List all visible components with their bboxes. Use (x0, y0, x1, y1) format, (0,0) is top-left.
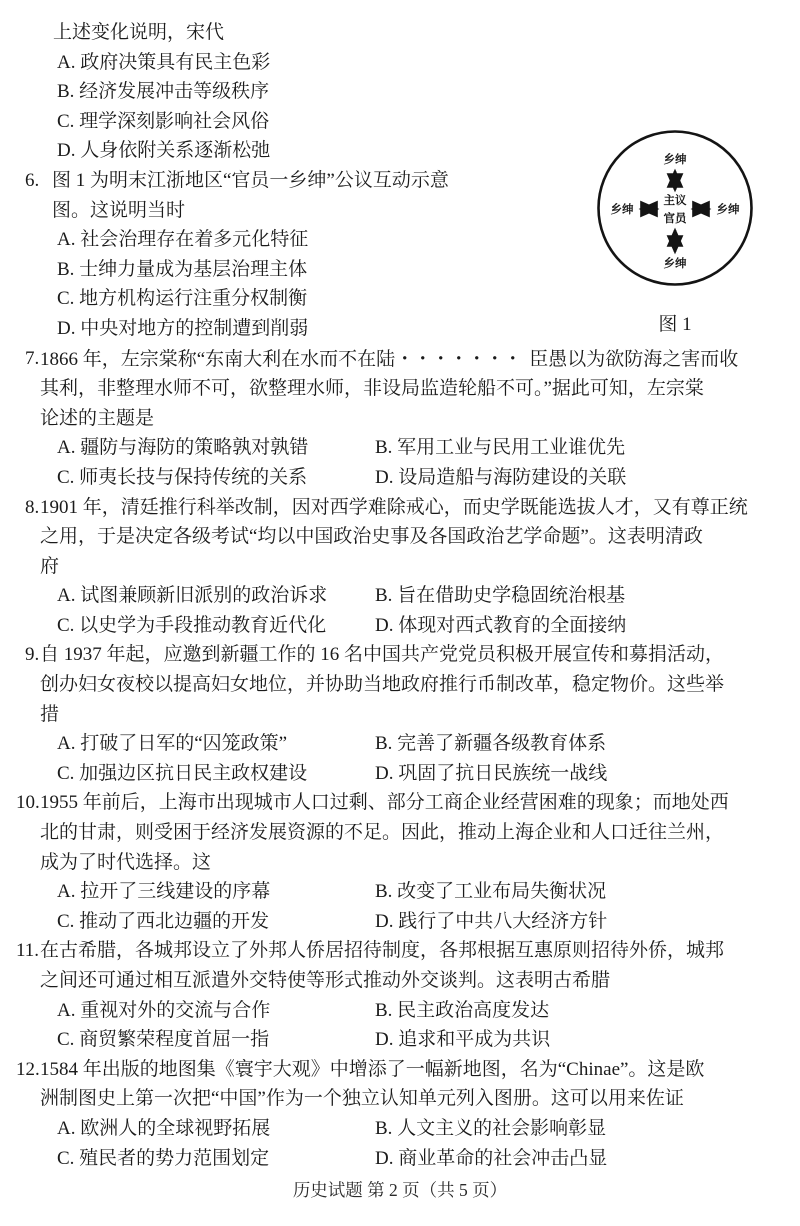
question-7 (0, 344, 800, 493)
question-7-number: 7. (25, 347, 40, 369)
option-11D: D. 追求和平成为共识 (375, 1029, 551, 1051)
question-9-stem-line-1: 自 1937 年起，应邀到新疆工作的 16 名中国共产党党员积极开展宣传和募捐活动， (40, 644, 725, 666)
question-6-number: 6. (25, 169, 40, 191)
question-10 (0, 788, 800, 936)
question-6-stem-line-2: 图。这说明当时 (52, 199, 186, 221)
question-8-stem-line-2: 之用，于是决定各级考试“均以中国政治史事及各国政治艺学命题”。这表明清政 (40, 526, 703, 548)
question-11-options-row-2 (40, 1025, 800, 1055)
option-7D: D. 设局造船与海防建设的关联 (375, 466, 627, 488)
question-7-stem-line-2: 其利，非整理水师不可，欲整理水师，非设局监造轮船不可。”据此可知，左宗棠 (40, 378, 704, 400)
question-10-stem-line-3: 成为了时代选择。这 (40, 851, 212, 873)
option-5A: A. 政府决策具有民主色彩 (57, 51, 271, 73)
question-12-options-row-1 (40, 1114, 800, 1144)
option-9D: D. 巩固了抗日民族统一战线 (375, 762, 608, 784)
question-7-stem-line-3: 论述的主题是 (40, 407, 155, 429)
option-10B: B. 改变了工业布局失衡状况 (375, 881, 607, 903)
question-8-number: 8. (25, 496, 40, 518)
question-11-stem-line-1: 在古希腊，各城邦设立了外邦人侨居招待制度，各邦根据互惠原则招待外侨，城邦 (40, 940, 725, 962)
question-11-options-row-1 (40, 996, 800, 1026)
option-9A: A. 打破了日军的“囚笼政策” (57, 733, 288, 755)
option-12C: C. 殖民者的势力范围划定 (57, 1147, 270, 1169)
gentry-left-label: 乡绅 (610, 204, 634, 216)
option-12D: D. 商业革命的社会冲击凸显 (375, 1147, 608, 1169)
gentry-right-label: 乡绅 (716, 204, 740, 216)
option-8C: C. 以史学为手段推动教育近代化 (57, 614, 327, 636)
option-10C: C. 推动了西北边疆的开发 (57, 910, 270, 932)
question-10-stem-line-1: 1955 年前后，上海市出现城市人口过剩、部分工商企业经营困难的现象；而地处西 (40, 792, 729, 814)
official-center-label-line1: 主议 (663, 195, 687, 207)
page-footer: 历史试题 第 2 页（共 5 页） (292, 1180, 508, 1200)
option-5C: C. 理学深刻影响社会风俗 (57, 110, 270, 132)
question-8 (0, 493, 800, 641)
question-7-options-row-2 (40, 463, 800, 493)
option-10D: D. 践行了中共八大经济方针 (375, 910, 608, 932)
question-8-options-row-1 (40, 581, 800, 611)
option-9C: C. 加强边区抗日民主政权建设 (57, 762, 308, 784)
officials-gentry-diagram (594, 124, 756, 292)
question-11-stem-line-2: 之间还可通过相互派遣外交特使等形式推动外交谈判。这表明古希腊 (40, 970, 611, 991)
option-6A: A. 社会治理存在着多元化特征 (57, 229, 309, 251)
question-7-options-row-1 (40, 433, 800, 463)
option-8A: A. 试图兼顾新旧派别的政治诉求 (57, 585, 328, 607)
option-8B: B. 旨在借助史学稳固统治根基 (375, 585, 626, 607)
option-5B: B. 经济发展冲击等级秩序 (57, 81, 270, 103)
question-11-number: 11. (16, 940, 40, 962)
question-12-number: 12. (16, 1058, 40, 1080)
question-12-options-row-2 (40, 1144, 800, 1174)
question-12-stem-line-1: 1584 年出版的地图集《寰宇大观》中增添了一幅新地图，名为“Chinae”。这是欧 (40, 1058, 705, 1080)
question-12 (0, 1055, 800, 1173)
option-7C: C. 师夷长技与保持传统的关系 (57, 466, 308, 488)
option-8D: D. 体现对西式教育的全面接纳 (375, 614, 627, 636)
option-5D: D. 人身依附关系逐渐松弛 (57, 140, 271, 162)
question-8-options-row-2 (40, 611, 800, 641)
question-9 (0, 640, 800, 788)
question-9-number: 9. (25, 644, 40, 666)
figure1-caption: 图 1 (658, 314, 692, 335)
official-center-label-line2: 官员 (663, 213, 687, 225)
question-10-number: 10. (16, 792, 40, 814)
question-9-stem-line-2: 创办妇女夜校以提高妇女地位，并协助当地政府推行币制改革，稳定物价。这些举 (40, 674, 725, 696)
option-6B: B. 士绅力量成为基层治理主体 (57, 258, 308, 280)
question-8-stem-line-1: 1901 年，清廷推行科举改制，因对西学难除戒心，而史学既能选拔人才，又有尊正统 (40, 496, 748, 518)
option-7A: A. 疆防与海防的策略孰对孰错 (57, 437, 309, 459)
figure1 (594, 124, 756, 336)
option-11B: B. 民主政治高度发达 (375, 999, 550, 1021)
question-6-stem-line-1: 图 1 为明末江浙地区“官员一乡绅”公议互动示意 (52, 169, 449, 191)
option-6C: C. 地方机构运行注重分权制衡 (57, 288, 308, 310)
option-12B: B. 人文主义的社会影响彰显 (375, 1117, 607, 1139)
option-6D: D. 中央对地方的控制遭到削弱 (57, 317, 309, 339)
gentry-top-label: 乡绅 (663, 154, 687, 166)
question-10-stem-line-2: 北的甘肃，则受困于经济发展资源的不足。因此，推动上海企业和人口迁往兰州， (40, 822, 725, 844)
option-11C: C. 商贸繁荣程度首屈一指 (57, 1029, 270, 1051)
question-10-options-row-2 (40, 907, 800, 937)
option-10A: A. 拉开了三线建设的序幕 (57, 881, 271, 903)
question-7-stem-line-1: 1866 年，左宗棠称“东南大利在水而不在陆 ······· 臣愚以为欲防海之害而收 (40, 345, 739, 370)
question-10-options-row-1 (40, 877, 800, 907)
ellipsis-dots: ······· (401, 345, 528, 370)
question-9-options-row-2 (40, 759, 800, 789)
question-11 (0, 936, 800, 1054)
question-8-stem-line-3: 府 (40, 555, 60, 577)
question-9-options-row-1 (40, 729, 800, 759)
option-7B: B. 军用工业与民用工业谁优先 (375, 437, 626, 459)
option-12A: A. 欧洲人的全球视野拓展 (57, 1117, 271, 1139)
gentry-bottom-label: 乡绅 (663, 258, 687, 270)
question-12-stem-line-2: 洲制图史上第一次把“中国”作为一个独立认知单元列入图册。这可以用来佐证 (40, 1088, 684, 1110)
question-5-stem: 上述变化说明，宋代 (53, 22, 225, 43)
option-11A: A. 重视对外的交流与合作 (57, 999, 271, 1021)
option-9B: B. 完善了新疆各级教育体系 (375, 733, 607, 755)
question-9-stem-line-3: 措 (40, 703, 60, 725)
